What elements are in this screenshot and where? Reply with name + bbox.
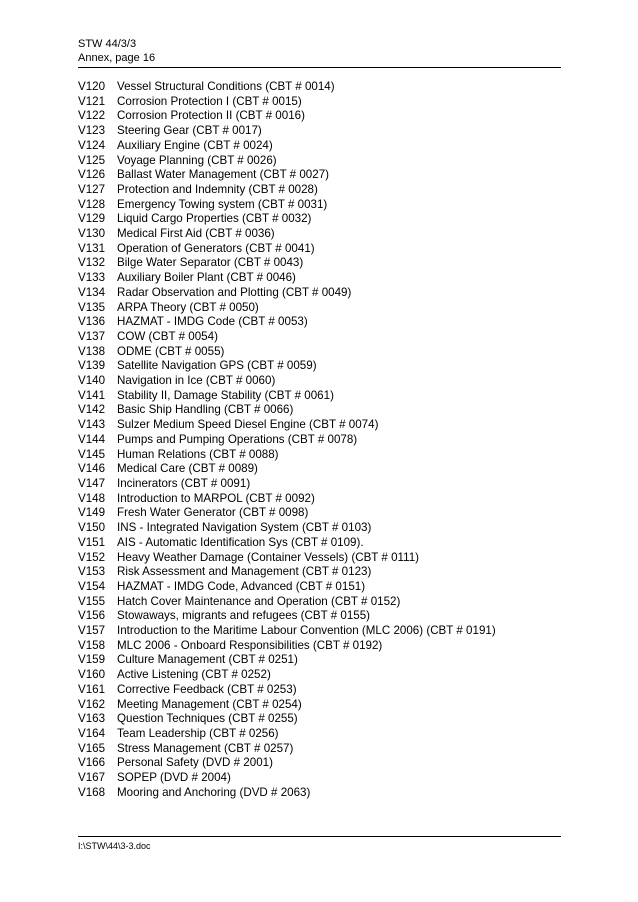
course-code: V150 bbox=[78, 521, 106, 535]
course-title: Introduction to the Maritime Labour Convention (MLC 2006) (CBT # 0191) bbox=[117, 624, 496, 638]
list-item bbox=[78, 683, 561, 698]
list-item bbox=[78, 506, 561, 521]
course-code: V153 bbox=[78, 565, 106, 579]
course-code: V160 bbox=[78, 668, 106, 682]
list-item bbox=[78, 462, 561, 477]
course-title: Pumps and Pumping Operations (CBT # 0078) bbox=[117, 432, 358, 446]
list-item bbox=[78, 80, 561, 95]
course-title: Auxiliary Engine (CBT # 0024) bbox=[117, 138, 273, 152]
course-title: Introduction to MARPOL (CBT # 0092) bbox=[117, 491, 315, 505]
course-code: V145 bbox=[78, 447, 106, 461]
course-code: V139 bbox=[78, 359, 106, 373]
course-code: V123 bbox=[78, 124, 106, 138]
course-code: V126 bbox=[78, 168, 106, 182]
list-item bbox=[78, 198, 561, 213]
list-item bbox=[78, 595, 561, 610]
course-code: V133 bbox=[78, 271, 106, 285]
course-code: V131 bbox=[78, 241, 106, 255]
course-code: V152 bbox=[78, 550, 106, 564]
course-title: Human Relations (CBT # 0088) bbox=[117, 447, 279, 461]
course-title: COW (CBT # 0054) bbox=[117, 329, 218, 343]
course-code: V144 bbox=[78, 432, 106, 446]
course-code: V132 bbox=[78, 256, 106, 270]
list-item bbox=[78, 551, 561, 566]
course-code: V134 bbox=[78, 285, 106, 299]
course-title: Heavy Weather Damage (Container Vessels) (CBT # 0111) bbox=[117, 550, 420, 564]
list-item bbox=[78, 492, 561, 507]
course-code: V125 bbox=[78, 153, 106, 167]
course-code: V165 bbox=[78, 741, 106, 755]
list-item bbox=[78, 727, 561, 742]
list-item bbox=[78, 95, 561, 110]
course-code: V167 bbox=[78, 771, 106, 785]
course-title: Medical Care (CBT # 0089) bbox=[117, 462, 258, 476]
course-code: V151 bbox=[78, 535, 106, 549]
course-code: V147 bbox=[78, 476, 106, 490]
list-item bbox=[78, 154, 561, 169]
course-code: V130 bbox=[78, 227, 106, 241]
course-title: Hatch Cover Maintenance and Operation (CBT # 0152) bbox=[117, 594, 401, 608]
list-item bbox=[78, 624, 561, 639]
course-title: Navigation in Ice (CBT # 0060) bbox=[117, 374, 276, 388]
course-title: Liquid Cargo Properties (CBT # 0032) bbox=[117, 212, 312, 226]
list-item bbox=[78, 521, 561, 536]
list-item bbox=[78, 653, 561, 668]
course-title: Medical First Aid (CBT # 0036) bbox=[117, 227, 275, 241]
course-title: Incinerators (CBT # 0091) bbox=[117, 476, 251, 490]
list-item bbox=[78, 124, 561, 139]
course-title: Corrosion Protection II (CBT # 0016) bbox=[117, 109, 305, 123]
course-code: V129 bbox=[78, 212, 106, 226]
list-item bbox=[78, 712, 561, 727]
course-title: Personal Safety (DVD # 2001) bbox=[117, 756, 273, 770]
list-item bbox=[78, 389, 561, 404]
course-title: Sulzer Medium Speed Diesel Engine (CBT # 0074) bbox=[117, 418, 379, 432]
course-code: V148 bbox=[78, 491, 106, 505]
list-item bbox=[78, 227, 561, 242]
course-code: V122 bbox=[78, 109, 106, 123]
list-item bbox=[78, 256, 561, 271]
course-title: Active Listening (CBT # 0252) bbox=[117, 668, 271, 682]
course-code: V142 bbox=[78, 403, 106, 417]
list-item bbox=[78, 609, 561, 624]
course-code: V164 bbox=[78, 726, 106, 740]
document-symbol: STW 44/3/3 bbox=[78, 38, 137, 50]
course-title: Voyage Planning (CBT # 0026) bbox=[117, 153, 277, 167]
course-title: Auxiliary Boiler Plant (CBT # 0046) bbox=[117, 271, 296, 285]
course-title: Team Leadership (CBT # 0256) bbox=[117, 726, 279, 740]
course-code: V159 bbox=[78, 653, 106, 667]
page-footer bbox=[78, 836, 561, 852]
list-item bbox=[78, 448, 561, 463]
list-item bbox=[78, 771, 561, 786]
list-item bbox=[78, 109, 561, 124]
course-title: Satellite Navigation GPS (CBT # 0059) bbox=[117, 359, 317, 373]
course-code: V128 bbox=[78, 197, 106, 211]
list-item bbox=[78, 580, 561, 595]
list-item bbox=[78, 286, 561, 301]
course-title: Meeting Management (CBT # 0254) bbox=[117, 697, 302, 711]
list-item bbox=[78, 756, 561, 771]
course-title: HAZMAT - IMDG Code, Advanced (CBT # 0151) bbox=[117, 579, 366, 593]
course-title: Operation of Generators (CBT # 0041) bbox=[117, 241, 315, 255]
course-code: V168 bbox=[78, 785, 106, 799]
course-code: V157 bbox=[78, 624, 106, 638]
list-item bbox=[78, 315, 561, 330]
course-title: Fresh Water Generator (CBT # 0098) bbox=[117, 506, 309, 520]
course-title: Mooring and Anchoring (DVD # 2063) bbox=[117, 785, 311, 799]
course-title: Question Techniques (CBT # 0255) bbox=[117, 712, 298, 726]
course-title: Stability II, Damage Stability (CBT # 0061) bbox=[117, 388, 334, 402]
list-item bbox=[78, 403, 561, 418]
course-code: V156 bbox=[78, 609, 106, 623]
course-code: V143 bbox=[78, 418, 106, 432]
course-code: V146 bbox=[78, 462, 106, 476]
course-title: ARPA Theory (CBT # 0050) bbox=[117, 300, 259, 314]
list-item bbox=[78, 168, 561, 183]
course-title: MLC 2006 - Onboard Responsibilities (CBT # 0192) bbox=[117, 638, 383, 652]
course-code: V166 bbox=[78, 756, 106, 770]
list-item bbox=[78, 183, 561, 198]
course-title: Corrosion Protection I (CBT # 0015) bbox=[117, 94, 302, 108]
list-item bbox=[78, 418, 561, 433]
course-code: V138 bbox=[78, 344, 106, 358]
course-title: Risk Assessment and Management (CBT # 0123) bbox=[117, 565, 372, 579]
list-item bbox=[78, 242, 561, 257]
course-code: V136 bbox=[78, 315, 106, 329]
course-title: INS - Integrated Navigation System (CBT # 0103) bbox=[117, 521, 372, 535]
list-item bbox=[78, 345, 561, 360]
course-title: Radar Observation and Plotting (CBT # 0049) bbox=[117, 285, 352, 299]
course-title: AIS - Automatic Identification Sys (CBT # 0109). bbox=[117, 535, 364, 549]
course-title: Vessel Structural Conditions (CBT # 0014) bbox=[117, 80, 335, 93]
course-title: Protection and Indemnity (CBT # 0028) bbox=[117, 182, 318, 196]
list-item bbox=[78, 742, 561, 757]
course-code: V121 bbox=[78, 94, 106, 108]
list-item bbox=[78, 359, 561, 374]
list-item bbox=[78, 536, 561, 551]
course-code: V137 bbox=[78, 329, 106, 343]
course-code: V154 bbox=[78, 579, 106, 593]
list-item bbox=[78, 271, 561, 286]
file-path: I:\STW\44\3-3.doc bbox=[78, 841, 151, 851]
list-item bbox=[78, 330, 561, 345]
list-item bbox=[78, 698, 561, 713]
course-title: Corrective Feedback (CBT # 0253) bbox=[117, 682, 297, 696]
list-item bbox=[78, 139, 561, 154]
course-title: Bilge Water Separator (CBT # 0043) bbox=[117, 256, 304, 270]
course-code: V161 bbox=[78, 682, 106, 696]
list-item bbox=[78, 565, 561, 580]
list-item bbox=[78, 639, 561, 654]
list-item bbox=[78, 786, 561, 801]
page-header bbox=[78, 37, 561, 68]
course-code: V158 bbox=[78, 638, 106, 652]
course-title: Emergency Towing system (CBT # 0031) bbox=[117, 197, 328, 211]
course-code: V163 bbox=[78, 712, 106, 726]
course-title: ODME (CBT # 0055) bbox=[117, 344, 225, 358]
course-code: V135 bbox=[78, 300, 106, 314]
list-item bbox=[78, 668, 561, 683]
course-title: Basic Ship Handling (CBT # 0066) bbox=[117, 403, 294, 417]
course-code: V162 bbox=[78, 697, 106, 711]
course-code: V127 bbox=[78, 182, 106, 196]
list-item bbox=[78, 374, 561, 389]
course-title: Ballast Water Management (CBT # 0027) bbox=[117, 168, 330, 182]
course-title: Culture Management (CBT # 0251) bbox=[117, 653, 298, 667]
course-code: V141 bbox=[78, 388, 106, 402]
list-item bbox=[78, 212, 561, 227]
course-code: V149 bbox=[78, 506, 106, 520]
course-code: V155 bbox=[78, 594, 106, 608]
course-code: V120 bbox=[78, 80, 106, 93]
course-list bbox=[78, 80, 561, 800]
course-title: SOPEP (DVD # 2004) bbox=[117, 771, 231, 785]
course-code: V124 bbox=[78, 138, 106, 152]
course-code: V140 bbox=[78, 374, 106, 388]
list-item bbox=[78, 433, 561, 448]
course-title: Stowaways, migrants and refugees (CBT # 0155) bbox=[117, 609, 371, 623]
page-number: Annex, page 16 bbox=[78, 52, 156, 64]
course-title: HAZMAT - IMDG Code (CBT # 0053) bbox=[117, 315, 308, 329]
course-title: Stress Management (CBT # 0257) bbox=[117, 741, 294, 755]
list-item bbox=[78, 301, 561, 316]
course-title: Steering Gear (CBT # 0017) bbox=[117, 124, 262, 138]
list-item bbox=[78, 477, 561, 492]
